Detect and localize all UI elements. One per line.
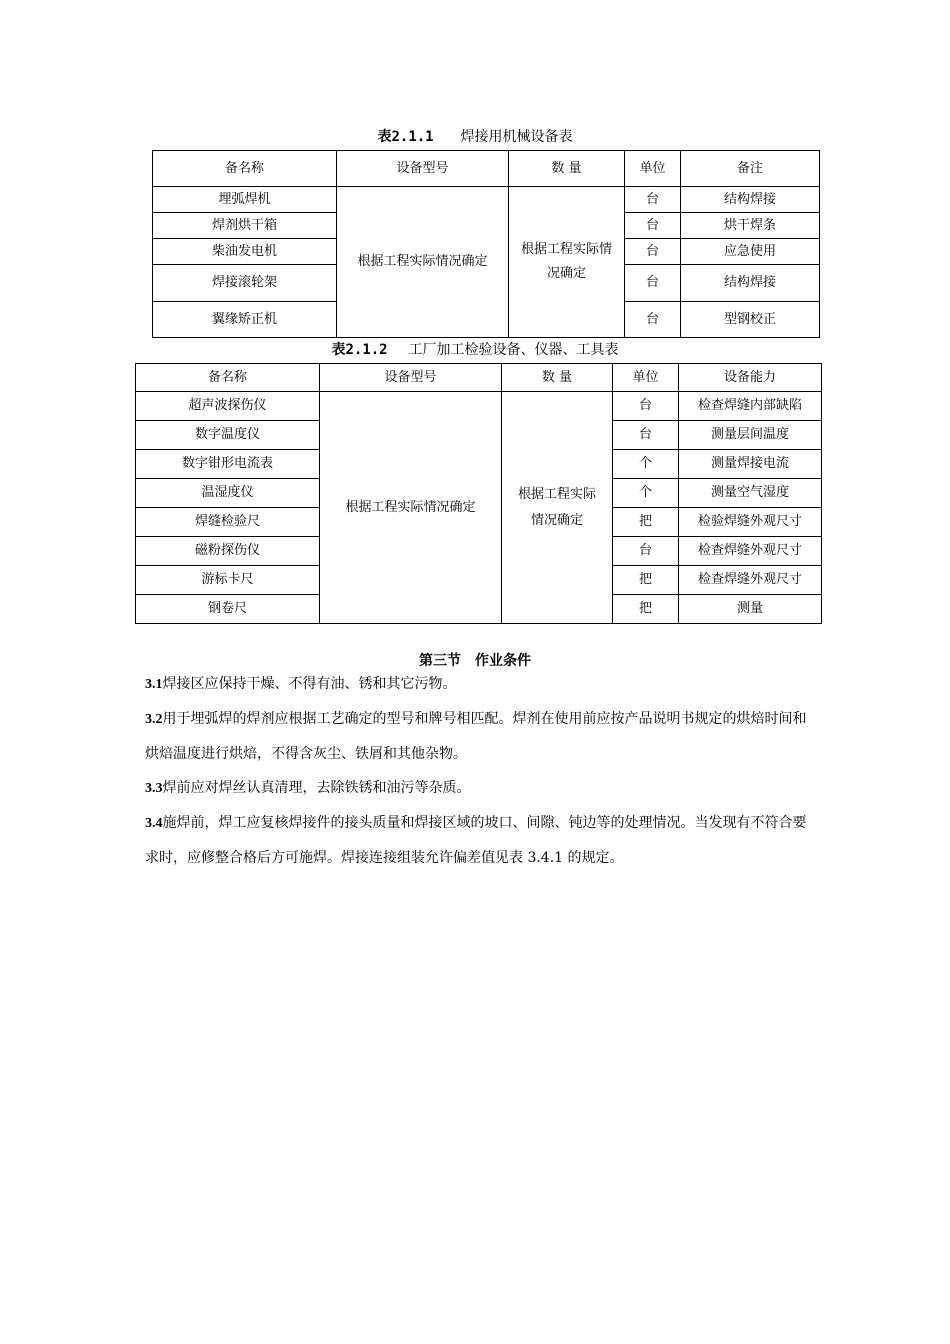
column-header: 设备能力 [679,364,822,392]
equipment-name: 数字钳形电流表 [136,450,320,479]
equipment-name: 温湿度仪 [136,479,320,508]
unit: 把 [613,508,679,537]
equipment-ability: 检查焊缝外观尺寸 [679,537,822,566]
unit: 台 [625,239,681,265]
unit: 个 [613,450,679,479]
equipment-name: 游标卡尺 [136,566,320,595]
section-title: 第三节 作业条件 [419,653,531,669]
table-inspection-equipment [135,363,822,624]
column-header: 备注 [681,151,820,187]
equipment-name: 焊接滚轮架 [153,265,337,302]
table2-caption-number: 表2.1.2 [331,342,388,358]
equipment-model-merged: 根据工程实际情况确定 [337,187,509,338]
note: 应急使用 [681,239,820,265]
quantity-merged: 根据工程实际情况确定 [502,392,613,624]
unit: 把 [613,566,679,595]
table-header-row [153,151,820,187]
equipment-name: 埋弧焊机 [153,187,337,213]
unit: 台 [625,213,681,239]
equipment-name: 焊剂烘干箱 [153,213,337,239]
note: 烘干焊条 [681,213,820,239]
table-row [136,392,822,421]
column-header: 单位 [625,151,681,187]
equipment-name: 数字温度仪 [136,421,320,450]
unit: 台 [613,537,679,566]
column-header: 数 量 [509,151,625,187]
note: 结构焊接 [681,187,820,213]
unit: 台 [625,187,681,213]
unit: 个 [613,479,679,508]
equipment-name: 磁粉探伤仪 [136,537,320,566]
clause-number: 3.4 [145,816,163,831]
column-header: 单位 [613,364,679,392]
equipment-name: 焊缝检验尺 [136,508,320,537]
note: 结构焊接 [681,265,820,302]
table-row [153,187,820,213]
column-header: 设备型号 [337,151,509,187]
table-welding-machinery [152,150,820,338]
equipment-ability: 测量层间温度 [679,421,822,450]
unit: 台 [613,392,679,421]
table-header-row [136,364,822,392]
table2-caption-title: 工厂加工检验设备、仪器、工具表 [408,342,619,358]
column-header: 备名称 [136,364,320,392]
equipment-ability: 测量 [679,595,822,624]
equipment-ability: 检查焊缝外观尺寸 [679,566,822,595]
unit: 台 [613,421,679,450]
clause-3-2 [145,702,815,771]
clause-number: 3.1 [145,677,163,692]
equipment-ability: 检验焊缝外观尺寸 [679,508,822,537]
column-header: 备名称 [153,151,337,187]
clause-text: 焊前应对焊丝认真清理，去除铁锈和油污等杂质。 [162,780,471,796]
equipment-ability: 测量空气湿度 [679,479,822,508]
column-header: 数 量 [502,364,613,392]
table1-caption-number: 表2.1.1 [377,129,434,145]
column-header: 设备型号 [320,364,502,392]
equipment-name: 柴油发电机 [153,239,337,265]
table2-caption [0,341,950,359]
clause-text: 用于埋弧焊的焊剂应根据工艺确定的型号和牌号相匹配。焊剂在使用前应按产品说明书规定的烘焙时间和烘焙温度进行烘焙，不得含灰尘、铁屑和其他杂物。 [145,711,807,762]
quantity-merged: 根据工程实际情况确定 [509,187,625,338]
clause-3-4 [145,806,815,875]
equipment-ability: 测量焊接电流 [679,450,822,479]
equipment-name: 钢卷尺 [136,595,320,624]
clause-number: 3.2 [145,712,163,727]
clause-number: 3.3 [145,781,163,796]
clause-3-1 [145,667,815,702]
unit: 台 [625,265,681,302]
note: 型钢校正 [681,302,820,338]
unit: 台 [625,302,681,338]
equipment-name: 翼缘矫正机 [153,302,337,338]
table1-caption [0,128,950,146]
clause-text: 焊接区应保持干燥、不得有油、锈和其它污物。 [162,676,457,692]
clause-3-3 [145,771,815,806]
equipment-ability: 检查焊缝内部缺陷 [679,392,822,421]
unit: 把 [613,595,679,624]
equipment-model-merged: 根据工程实际情况确定 [320,392,502,624]
table1-caption-title: 焊接用机械设备表 [460,129,573,145]
equipment-name: 超声波探伤仪 [136,392,320,421]
clause-text: 施焊前，焊工应复核焊接件的接头质量和焊接区域的坡口、间隙、钝边等的处理情况。当发现有不符合要求时，应修整合格后方可施焊。焊接连接组装允许偏差值见表 3.4.1 的规定。 [145,815,807,866]
